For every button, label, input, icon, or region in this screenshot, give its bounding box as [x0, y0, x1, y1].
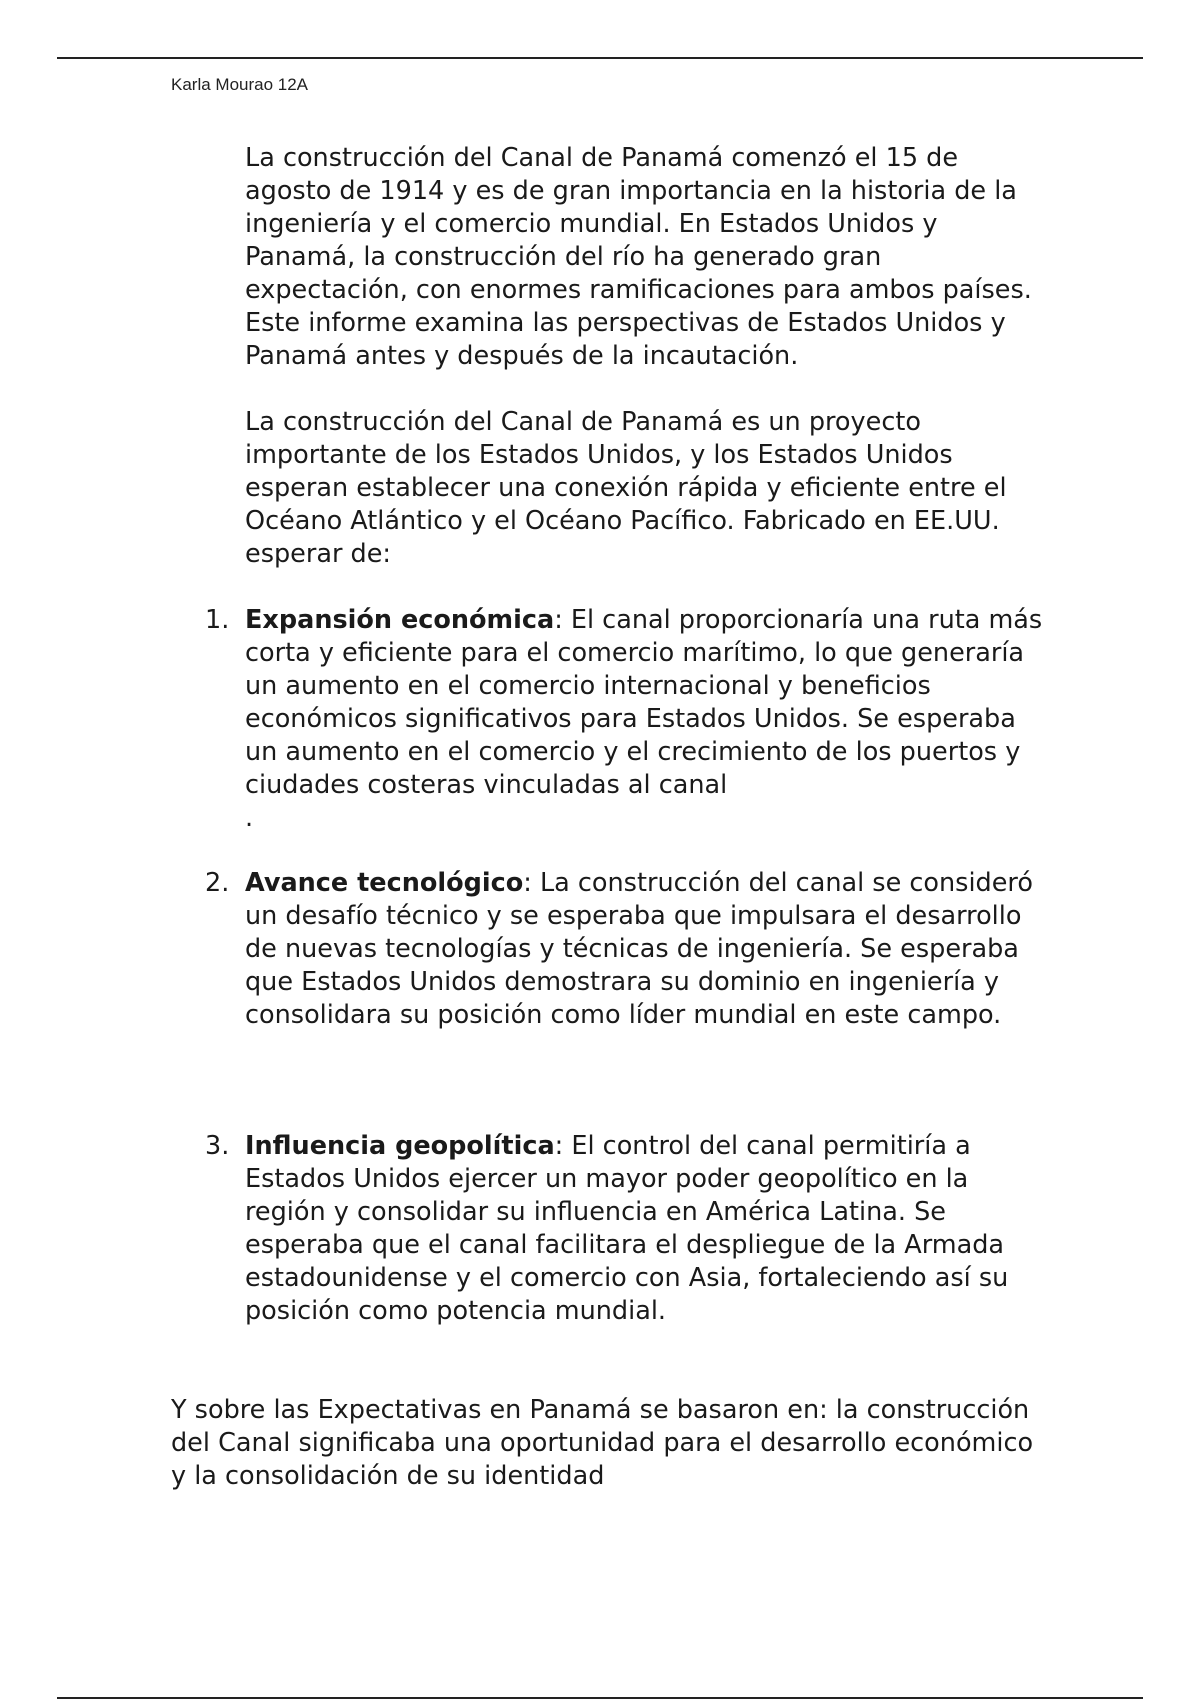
- list-item-trail: .: [245, 803, 254, 833]
- list-item-body: : La construcción del canal se consideró un desafío técnico y se esperaba que impulsara el desarrollo de nuevas tecnologías y técnicas de ingeniería. Se esperaba que Estados Unidos demostrara su dominio en ingeniería y consolidara su posición como líder mundial en este campo.: [245, 868, 1033, 1030]
- list-item-text: [245, 604, 1045, 835]
- intro-paragraph-2: La construcción del Canal de Panamá es un proyecto importante de los Estados Unidos, y los Estados Unidos esperan establecer una conexión rápida y eficiente entre el Océano Atlántico y el Océano Pacífico. Fabricado en EE.UU. esperar de:: [245, 407, 1007, 569]
- list-item-number: 3.: [205, 1131, 230, 1161]
- intro-paragraph-1: La construcción del Canal de Panamá comenzó el 15 de agosto de 1914 y es de gran importancia en la historia de la ingeniería y el comercio mundial. En Estados Unidos y Panamá, la construcción del río ha generado gran expectación, con enormes ramificaciones para ambos países. Este informe examina las perspectivas de Estados Unidos y Panamá antes y después de la incautación.: [245, 143, 1032, 371]
- list-item-body: : El control del canal permitiría a Estados Unidos ejercer un mayor poder geopolítico en la región y consolidar su influencia en América Latina. Se esperaba que el canal facilitara el despliegue de la Armada estadounidense y el comercio con Asia, fortaleciendo así su posición como potencia mundial.: [245, 1131, 1009, 1326]
- top-rule: [57, 57, 1143, 59]
- list-item-title: Expansión económica: [245, 605, 555, 635]
- list-item-text: [245, 1130, 1045, 1328]
- closing-paragraph: Y sobre las Expectativas en Panamá se basaron en: la construcción del Canal significaba una oportunidad para el desarrollo económico y la consolidación de su identidad: [171, 1395, 1034, 1491]
- list-item-body: : El canal proporcionaría una ruta más corta y eficiente para el comercio marítimo, lo que generaría un aumento en el comercio internacional y beneficios económicos significativos para Estados Unidos. Se esperaba un aumento en el comercio y el crecimiento de los puertos y ciudades costeras vinculadas al canal: [245, 605, 1043, 800]
- list-item-title: Avance tecnológico: [245, 868, 524, 898]
- page-header: Karla Mourao 12A: [171, 75, 309, 94]
- list-item-text: [245, 867, 1045, 1032]
- list-item-title: Influencia geopolítica: [245, 1131, 555, 1161]
- list-item-number: 1.: [205, 605, 230, 635]
- list-item-number: 2.: [205, 868, 230, 898]
- bottom-rule: [57, 1697, 1143, 1699]
